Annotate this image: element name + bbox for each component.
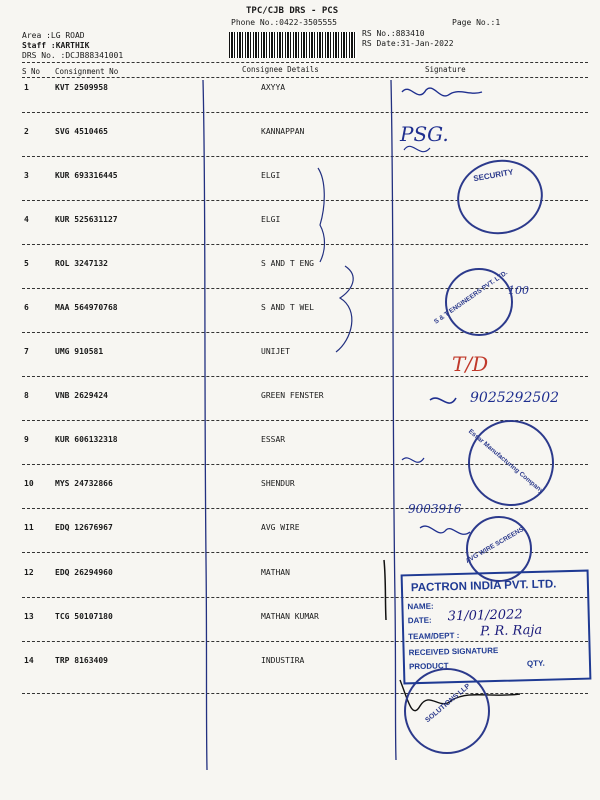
row-consignment: KUR 525631127 [55, 215, 118, 224]
row-sno: 14 [24, 656, 34, 665]
row-consignee: AXYYA [261, 83, 286, 92]
pactron-product-label: PRODUCT [408, 661, 449, 672]
row-consignment: EDQ 12676967 [55, 523, 113, 532]
row-consignment: KUR 693316445 [55, 171, 118, 180]
row-consignee: ESSAR [261, 435, 286, 444]
row-consignee: GREEN FENSTER [261, 391, 324, 400]
row-consignment: UMG 910581 [55, 347, 104, 356]
row-consignee: AVG WIRE [261, 523, 300, 532]
phone-number: Phone No.:0422-3505555 [231, 18, 337, 27]
page-number: Page No.:1 [452, 18, 501, 27]
engineers-stamp [432, 268, 513, 336]
row-sno: 11 [24, 523, 34, 532]
phone-handwritten: 9025292502 [470, 390, 560, 406]
signature-6-mark: 100 [508, 284, 529, 297]
solutions-stamp-text: SOLUTIONS LLP [424, 682, 472, 725]
col-consignment: Consignment No [55, 67, 119, 76]
row-consignee: ELGI [261, 171, 281, 180]
rs-date: RS Date:31-Jan-2022 [362, 39, 454, 48]
row-sno: 6 [24, 303, 29, 312]
security-stamp-text: SECURITY [472, 167, 515, 184]
row-consignment: EDQ 26294960 [55, 568, 113, 577]
row-sno: 13 [24, 612, 34, 621]
area-label: Area :LG ROAD [22, 31, 85, 40]
row-consignee: INDUSTIRA [261, 656, 305, 665]
row-sno: 1 [24, 83, 29, 92]
row-consignment: KVT 2509958 [55, 83, 108, 92]
row-sno: 7 [24, 347, 29, 356]
document-title: TPC/CJB DRS - PCS [246, 6, 339, 16]
pactron-stamp [401, 570, 592, 685]
signature-10: 9003916 [408, 502, 462, 516]
row-sno: 3 [24, 171, 29, 180]
row-consignment: MYS 24732866 [55, 479, 113, 488]
col-consignee: Consignee Details [242, 65, 319, 74]
wire-screens-stamp-text: AVG WIRE SCREENS [464, 526, 525, 565]
row-consignment: VNB 2629424 [55, 391, 108, 400]
engineers-stamp-text: S & T ENGINEERS PVT. LTD. [432, 269, 510, 326]
col-sno: S No [22, 67, 41, 76]
row-consignee: KANNAPPAN [261, 127, 305, 136]
col-signature: Signature [425, 65, 466, 74]
essar-stamp [468, 420, 554, 506]
rs-number: RS No.:883410 [362, 29, 425, 38]
row-sno: 12 [24, 568, 34, 577]
row-consignee: MATHAN [261, 568, 290, 577]
row-sno: 9 [24, 435, 29, 444]
row-sno: 4 [24, 215, 29, 224]
pactron-date-value: 31/01/2022 [447, 607, 523, 625]
row-consignee: MATHAN KUMAR [261, 612, 319, 621]
signature-7: T/D [452, 352, 489, 376]
row-consignment: TRP 8163409 [55, 656, 108, 665]
pactron-date-label: DATE: [407, 615, 432, 626]
pactron-name-label: NAME: [407, 601, 434, 612]
row-consignment: ROL 3247132 [55, 259, 108, 268]
staff-label: Staff :KARTHIK [22, 41, 90, 50]
row-consignment: TCG 50107180 [55, 612, 113, 621]
row-sno: 8 [24, 391, 29, 400]
row-sno: 10 [24, 479, 34, 488]
row-consignee: UNIJET [261, 347, 290, 356]
row-consignee: SHENDUR [261, 479, 295, 488]
signature-2: PSG. [400, 122, 449, 146]
row-consignment: MAA 564970768 [55, 303, 118, 312]
pactron-received-label: RECEIVED SIGNATURE [408, 645, 499, 658]
pactron-qty-label: QTY. [526, 658, 545, 669]
row-sno: 2 [24, 127, 29, 136]
row-consignment: KUR 606132318 [55, 435, 118, 444]
drs-number: DRS No. :DCJB88341001 [22, 51, 124, 60]
row-consignee: S AND T ENG [261, 259, 314, 268]
row-consignee: ELGI [261, 215, 281, 224]
row-consignee: S AND T WEL [261, 303, 314, 312]
pactron-title: PACTRON INDIA PVT. LTD. [410, 578, 557, 595]
pactron-team-value: P. R. Raja [479, 622, 543, 640]
row-consignment: SVG 4510465 [55, 127, 108, 136]
essar-stamp-text: Essar Manufacturing Company [466, 428, 545, 495]
pactron-team-label: TEAM/DEPT : [408, 630, 460, 642]
row-sno: 5 [24, 259, 29, 268]
